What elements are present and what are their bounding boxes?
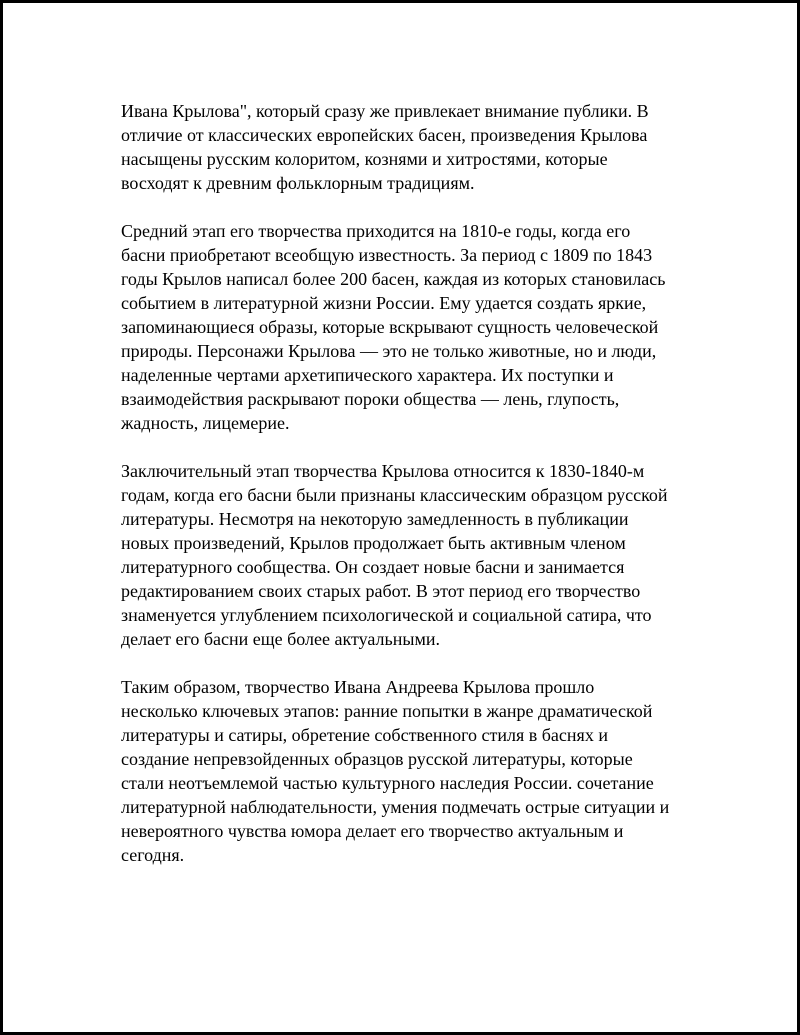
document-body — [121, 99, 721, 891]
text-line: создание непревзойденных образцов русской литературы, которые — [121, 749, 633, 769]
paragraph-2 — [121, 219, 721, 435]
text-line: знаменуется углублением психологической и социальной сатира, что — [121, 605, 652, 625]
text-line: насыщены русским колоритом, кознями и хитростями, которые — [121, 149, 608, 169]
text-line: Заключительный этап творчества Крылова относится к 1830-1840-м — [121, 461, 645, 481]
paragraph-1 — [121, 99, 721, 195]
text-line: наделенные чертами архетипического характера. Их поступки и — [121, 365, 614, 385]
paragraph-4 — [121, 675, 721, 867]
text-line: Таким образом, творчество Ивана Андреева Крылова прошло — [121, 677, 595, 697]
text-line: сегодня. — [121, 845, 185, 865]
text-line: жадность, лицемерие. — [121, 413, 290, 433]
paragraph-3 — [121, 459, 721, 651]
text-line: несколько ключевых этапов: ранние попытки в жанре драматической — [121, 701, 653, 721]
text-line: литературы и сатиры, обретение собственного стиля в баснях и — [121, 725, 608, 745]
text-line: запоминающиеся образы, которые вскрывают сущность человеческой — [121, 317, 659, 337]
text-line: Средний этап его творчества приходится на 1810-е годы, когда его — [121, 221, 631, 241]
text-line: невероятного чувства юмора делает его творчество актуальным и — [121, 821, 624, 841]
text-line: басни приобретают всеобщую известность. За период с 1809 по 1843 — [121, 245, 653, 265]
text-line: делает его басни еще более актуальными. — [121, 629, 440, 649]
text-line: восходят к древним фольклорным традициям. — [121, 173, 475, 193]
text-line: литературы. Несмотря на некоторую замедленность в публикации — [121, 509, 629, 529]
text-line: природы. Персонажи Крылова — это не только животные, но и люди, — [121, 341, 657, 361]
text-line: Ивана Крылова", который сразу же привлекает внимание публики. В — [121, 101, 649, 121]
text-line: литературного сообщества. Он создает новые басни и занимается — [121, 557, 625, 577]
text-line: событием в литературной жизни России. Ему удается создать яркие, — [121, 293, 647, 313]
text-line: отличие от классических европейских басен, произведения Крылова — [121, 125, 648, 145]
text-line: новых произведений, Крылов продолжает быть активным членом — [121, 533, 626, 553]
text-line: литературной наблюдательности, умения подмечать острые ситуации и — [121, 797, 670, 817]
text-line: редактированием своих старых работ. В этот период его творчество — [121, 581, 641, 601]
text-line: взаимодействия раскрывают пороки общества — лень, глупость, — [121, 389, 620, 409]
text-line: стали неотъемлемой частью культурного наследия России. сочетание — [121, 773, 654, 793]
text-line: годы Крылов написал более 200 басен, каждая из которых становилась — [121, 269, 666, 289]
text-line: годам, когда его басни были признаны классическим образцом русской — [121, 485, 668, 505]
